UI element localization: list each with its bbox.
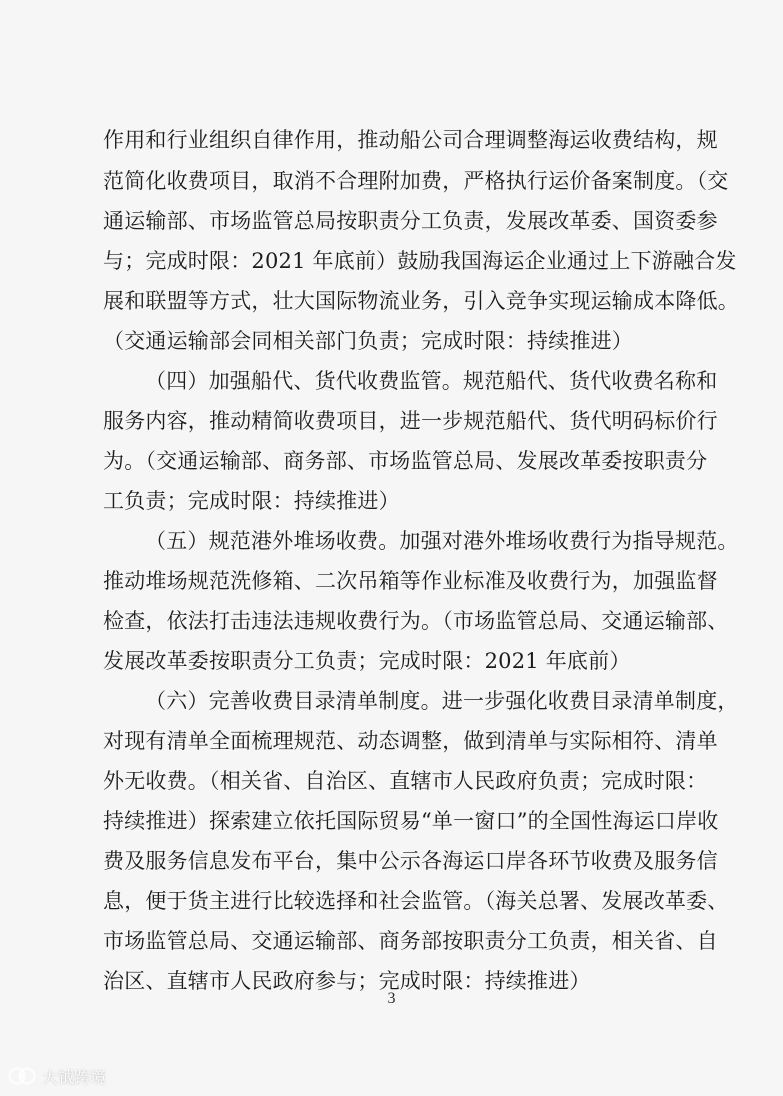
text-line-10: 工负责；完成时限：持续推进）: [103, 489, 400, 513]
text-line-17: 外无收费。（相关省、自治区、直辖市人民政府负责；完成时限：: [103, 769, 708, 793]
text-line-1: 作用和行业组织自律作用，推动船公司合理调整海运收费结构，规: [103, 128, 718, 152]
text-line-12: 推动堆场规范洗修箱、二次吊箱等作业标准及收费行为，加强监督: [103, 569, 718, 593]
logo-icon: [8, 1065, 36, 1087]
page-number: 3: [387, 990, 396, 1007]
watermark-text: 大钺跨境: [42, 1067, 107, 1087]
text-line-9: 为。（交通运输部、商务部、市场监管总局、发展改革委按职责分: [103, 449, 708, 473]
text-line-18: 持续推进）探索建立依托国际贸易“单一窗口”的全国性海运口岸收: [103, 809, 719, 833]
section-six-heading-line: （六）完善收费目录清单制度。进一步强化收费目录清单制度，: [145, 689, 739, 713]
text-line-5: 展和联盟等方式，壮大国际物流业务，引入竞争实现运输成本降低。: [103, 289, 739, 313]
section-five-heading-line: （五）规范港外堆场收费。加强对港外堆场收费行为指导规范。: [145, 529, 739, 553]
text-line-4: 与；完成时限：2021 年底前）鼓励我国海运企业通过上下游融合发: [103, 249, 737, 273]
text-line-2: 范简化收费项目，取消不合理附加费，严格执行运价备案制度。（交: [103, 169, 729, 193]
section-four-heading-line: （四）加强船代、货代收费监管。规范船代、货代收费名称和: [145, 369, 718, 393]
text-line-21: 市场监管总局、交通运输部、商务部按职责分工负责，相关省、自: [103, 929, 718, 953]
text-line-19: 费及服务信息发布平台，集中公示各海运口岸各环节收费及服务信: [103, 849, 718, 873]
text-line-3: 通运输部、市场监管总局按职责分工负责，发展改革委、国资委参: [103, 209, 718, 233]
text-line-13: 检查，依法打击违法违规收费行为。（市场监管总局、交通运输部、: [103, 609, 729, 633]
text-line-16: 对现有清单全面梳理规范、动态调整，做到清单与实际相符、清单: [103, 729, 718, 753]
text-line-14: 发展改革委按职责分工负责；完成时限：2021 年底前）: [103, 649, 631, 673]
text-line-8: 服务内容，推动精简收费项目，进一步规范船代、货代明码标价行: [103, 409, 718, 433]
text-line-6: （交通运输部会同相关部门负责；完成时限：持续推进）: [103, 329, 633, 353]
watermark: [8, 1063, 106, 1089]
text-line-22: 治区、直辖市人民政府参与；完成时限：持续推进）: [103, 969, 591, 993]
text-line-20: 息，便于货主进行比较选择和社会监管。（海关总署、发展改革委、: [103, 889, 729, 913]
